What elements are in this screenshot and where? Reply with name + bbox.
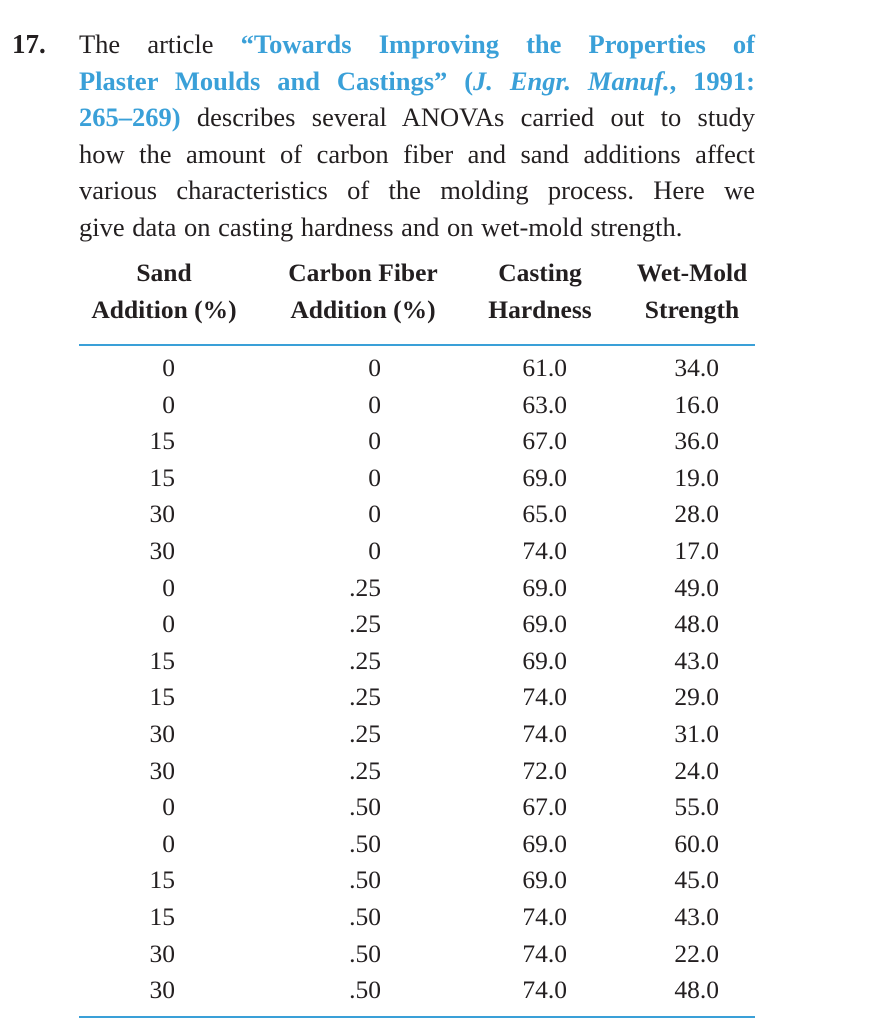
carbon-fiber-cell: .25 bbox=[349, 609, 381, 639]
journal-name: J. Engr. Manuf. bbox=[473, 65, 670, 96]
wet-mold-strength-cell: 48.0 bbox=[674, 609, 719, 639]
wet-mold-strength-cell: 29.0 bbox=[674, 682, 719, 712]
casting-hardness-cell: 74.0 bbox=[522, 535, 567, 565]
carbon-fiber-cell: .25 bbox=[349, 718, 381, 748]
table-row bbox=[79, 679, 755, 716]
statement-line-1 bbox=[79, 26, 755, 63]
casting-hardness-cell: 65.0 bbox=[522, 499, 567, 529]
table-row bbox=[79, 643, 755, 680]
table-row bbox=[79, 423, 755, 460]
sand-addition-cell: 15 bbox=[149, 462, 175, 492]
sand-addition-cell: 0 bbox=[162, 389, 175, 419]
carbon-fiber-cell: 0 bbox=[368, 499, 381, 529]
header-carbon-fiber-addition: Carbon Fiber Addition (%) bbox=[288, 258, 438, 324]
casting-hardness-cell: 67.0 bbox=[522, 792, 567, 822]
casting-hardness-cell: 74.0 bbox=[522, 975, 567, 1005]
table-row bbox=[79, 753, 755, 790]
sand-addition-cell: 15 bbox=[149, 865, 175, 895]
table-row bbox=[79, 460, 755, 497]
table-row bbox=[79, 789, 755, 826]
table-row bbox=[79, 387, 755, 424]
wet-mold-strength-cell: 43.0 bbox=[674, 645, 719, 675]
article-title-part-2: Plaster Moulds and Castings” ( bbox=[79, 65, 474, 96]
wet-mold-strength-cell: 24.0 bbox=[674, 755, 719, 785]
statement-line-3 bbox=[79, 99, 755, 136]
header-casting-hardness: Casting Hardness bbox=[488, 258, 592, 324]
casting-hardness-cell: 69.0 bbox=[522, 462, 567, 492]
casting-hardness-cell: 69.0 bbox=[522, 572, 567, 602]
wet-mold-strength-cell: 28.0 bbox=[674, 499, 719, 529]
sand-addition-cell: 0 bbox=[162, 353, 175, 382]
carbon-fiber-cell: .50 bbox=[349, 865, 381, 895]
table-row bbox=[79, 350, 755, 387]
sand-addition-cell: 15 bbox=[149, 682, 175, 712]
header-rule bbox=[79, 344, 755, 346]
wet-mold-strength-cell: 36.0 bbox=[674, 426, 719, 456]
sand-addition-cell: 15 bbox=[149, 426, 175, 456]
casting-hardness-cell: 74.0 bbox=[522, 682, 567, 712]
table-row bbox=[79, 936, 755, 973]
casting-hardness-cell: 74.0 bbox=[522, 901, 567, 931]
journal-year: , 1991: bbox=[669, 65, 756, 96]
casting-hardness-cell: 61.0 bbox=[522, 353, 567, 382]
sand-addition-cell: 15 bbox=[149, 901, 175, 931]
wet-mold-strength-cell: 45.0 bbox=[674, 865, 719, 895]
carbon-fiber-cell: .25 bbox=[349, 572, 381, 602]
wet-mold-strength-cell: 49.0 bbox=[674, 572, 719, 602]
table-row bbox=[79, 862, 755, 899]
sand-addition-cell: 30 bbox=[149, 718, 175, 748]
wet-mold-strength-cell: 19.0 bbox=[674, 462, 719, 492]
article-title-part-1: “Towards Improving the Properties of bbox=[240, 29, 755, 59]
wet-mold-strength-cell: 55.0 bbox=[674, 792, 719, 822]
table-row bbox=[79, 533, 755, 570]
sand-addition-cell: 30 bbox=[149, 535, 175, 565]
table-row bbox=[79, 496, 755, 533]
sand-addition-cell: 0 bbox=[162, 609, 175, 639]
wet-mold-strength-cell: 16.0 bbox=[674, 389, 719, 419]
casting-hardness-cell: 69.0 bbox=[522, 609, 567, 639]
casting-hardness-cell: 74.0 bbox=[522, 938, 567, 968]
sand-addition-cell: 0 bbox=[162, 828, 175, 858]
header-sand-addition: Sand Addition (%) bbox=[91, 258, 237, 324]
wet-mold-strength-cell: 17.0 bbox=[674, 535, 719, 565]
problem-number: 17. bbox=[12, 29, 46, 59]
carbon-fiber-cell: .50 bbox=[349, 828, 381, 858]
carbon-fiber-cell: .25 bbox=[349, 645, 381, 675]
casting-hardness-cell: 74.0 bbox=[522, 718, 567, 748]
carbon-fiber-cell: .25 bbox=[349, 682, 381, 712]
casting-hardness-cell: 69.0 bbox=[522, 645, 567, 675]
carbon-fiber-cell: .50 bbox=[349, 938, 381, 968]
wet-mold-strength-cell: 48.0 bbox=[674, 975, 719, 1005]
carbon-fiber-cell: 0 bbox=[368, 535, 381, 565]
carbon-fiber-cell: 0 bbox=[368, 389, 381, 419]
casting-hardness-cell: 67.0 bbox=[522, 426, 567, 456]
bottom-rule bbox=[79, 1016, 755, 1018]
problem-statement bbox=[79, 26, 755, 245]
carbon-fiber-cell: 0 bbox=[368, 462, 381, 492]
wet-mold-strength-cell: 60.0 bbox=[674, 828, 719, 858]
statement-text: describes several ANOVAs carried out to study bbox=[180, 102, 755, 132]
table-row bbox=[79, 972, 755, 1009]
statement-text: The article bbox=[79, 29, 241, 59]
table-row bbox=[79, 716, 755, 753]
table-body bbox=[79, 350, 755, 1009]
table-row bbox=[79, 826, 755, 863]
sand-addition-cell: 30 bbox=[149, 975, 175, 1005]
sand-addition-cell: 30 bbox=[149, 938, 175, 968]
sand-addition-cell: 0 bbox=[162, 792, 175, 822]
sand-addition-cell: 0 bbox=[162, 572, 175, 602]
statement-line-4: how the amount of carbon fiber and sand additions affect bbox=[79, 138, 755, 169]
sand-addition-cell: 15 bbox=[149, 645, 175, 675]
data-table bbox=[79, 254, 755, 1005]
table-row bbox=[79, 570, 755, 607]
carbon-fiber-cell: .50 bbox=[349, 975, 381, 1005]
header-wet-mold-strength: Wet-Mold Strength bbox=[636, 258, 748, 324]
casting-hardness-cell: 63.0 bbox=[522, 389, 567, 419]
wet-mold-strength-cell: 34.0 bbox=[674, 353, 719, 382]
wet-mold-strength-cell: 22.0 bbox=[674, 938, 719, 968]
wet-mold-strength-cell: 43.0 bbox=[674, 901, 719, 931]
casting-hardness-cell: 69.0 bbox=[522, 828, 567, 858]
journal-pages: 265–269) bbox=[79, 102, 181, 132]
statement-line-6: give data on casting hardness and on wet-mold strength. bbox=[79, 211, 683, 242]
carbon-fiber-cell: .50 bbox=[349, 901, 381, 931]
statement-line-2 bbox=[79, 63, 755, 100]
sand-addition-cell: 30 bbox=[149, 755, 175, 785]
sand-addition-cell: 30 bbox=[149, 499, 175, 529]
table-header bbox=[79, 254, 755, 344]
wet-mold-strength-cell: 31.0 bbox=[674, 718, 719, 748]
casting-hardness-cell: 72.0 bbox=[522, 755, 567, 785]
carbon-fiber-cell: .25 bbox=[349, 755, 381, 785]
statement-line-5: various characteristics of the molding process. Here we bbox=[79, 175, 755, 205]
carbon-fiber-cell: 0 bbox=[368, 353, 381, 382]
carbon-fiber-cell: 0 bbox=[368, 426, 381, 456]
table-row bbox=[79, 899, 755, 936]
casting-hardness-cell: 69.0 bbox=[522, 865, 567, 895]
table-row bbox=[79, 606, 755, 643]
carbon-fiber-cell: .50 bbox=[349, 792, 381, 822]
